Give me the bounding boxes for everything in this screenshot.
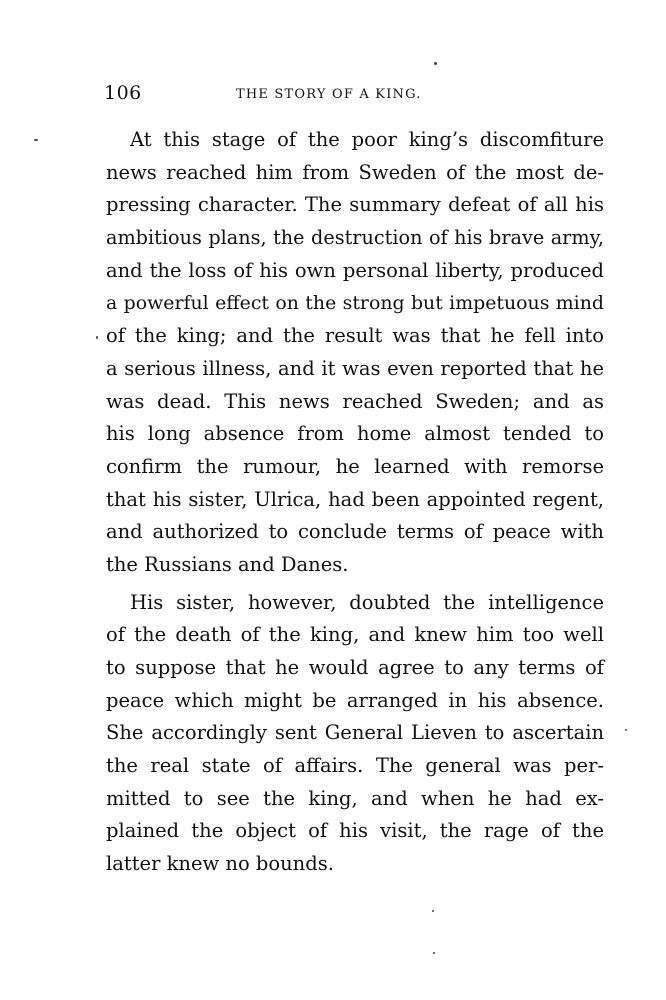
- text-line: to suppose that he would agree to any terms of: [106, 656, 604, 679]
- text-line: the real state of affairs. The general was per-: [106, 754, 604, 778]
- text-line: the Russians and Danes.: [106, 552, 349, 576]
- print-speck: [434, 62, 437, 65]
- text-line: His sister, however, doubted the intelligence: [130, 590, 604, 614]
- page-header: [104, 82, 464, 108]
- text-line: news reached him from Sweden of the most de-: [106, 160, 604, 184]
- text-line: latter knew no bounds.: [106, 852, 334, 876]
- body-text: [106, 124, 604, 881]
- print-speck: [34, 139, 38, 141]
- paragraph: [106, 587, 604, 881]
- text-line: and authorized to conclude terms of peace with: [106, 520, 604, 544]
- print-speck: [432, 910, 434, 912]
- print-speck: [96, 336, 98, 339]
- text-line: was dead. This news reached Sweden; and as: [106, 389, 604, 413]
- text-line: that his sister, Ulrica, had been appointed regent,: [106, 487, 604, 511]
- print-speck: [625, 729, 627, 731]
- text-line: ambitious plans, the destruction of his brave army,: [106, 226, 604, 250]
- text-line: She accordingly sent General Lieven to ascertain: [106, 721, 604, 745]
- page-number: 106: [104, 82, 142, 104]
- text-line: confirm the rumour, he learned with remorse: [106, 454, 604, 478]
- text-line: and the loss of his own personal liberty, produced: [106, 258, 604, 282]
- text-line: mitted to see the king, and when he had ex-: [106, 786, 604, 810]
- text-line: a serious illness, and it was even reported that he: [106, 356, 604, 380]
- text-line: of the death of the king, and knew him too well: [106, 623, 604, 647]
- text-line: peace which might be arranged in his absence.: [106, 688, 604, 712]
- running-head: THE STORY OF A KING.: [236, 87, 422, 102]
- text-line: a powerful effect on the strong but impetuous mind: [106, 292, 604, 315]
- text-line: plained the object of his visit, the rage of the: [106, 819, 604, 843]
- text-line: At this stage of the poor king’s discomfiture: [130, 128, 604, 151]
- text-line: of the king; and the result was that he fell into: [106, 324, 604, 348]
- print-speck: [433, 952, 435, 954]
- paragraph: [106, 124, 604, 582]
- text-line: his long absence from home almost tended to: [106, 422, 604, 446]
- text-line: pressing character. The summary defeat of all his: [106, 193, 604, 217]
